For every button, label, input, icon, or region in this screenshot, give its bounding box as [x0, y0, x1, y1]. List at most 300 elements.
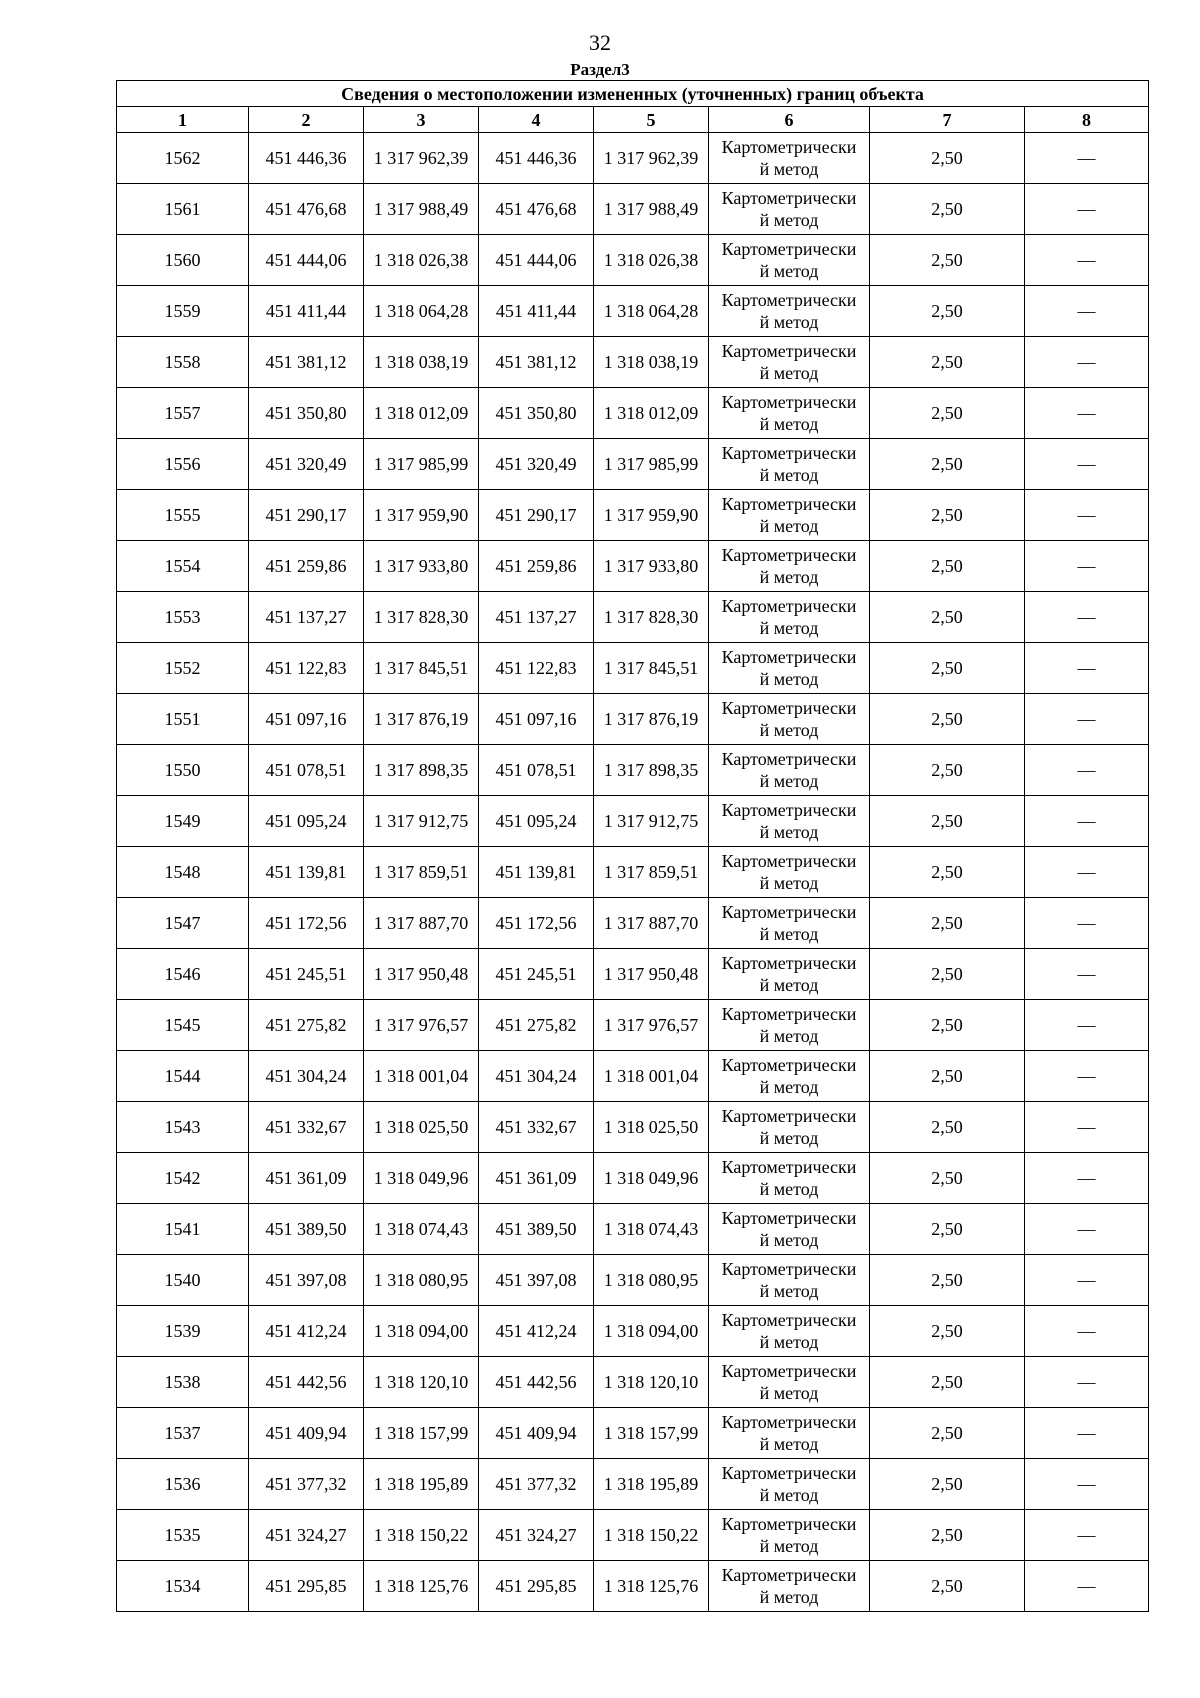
- table-row: [117, 1000, 1149, 1051]
- x-coordinate-new-cell: 451 304,24: [479, 1051, 594, 1102]
- method-line: Картометрически: [721, 341, 857, 361]
- method-line: й метод: [759, 720, 819, 740]
- y-coordinate-cell: 1 318 094,00: [364, 1306, 479, 1357]
- y-coordinate-cell: 1 318 064,28: [364, 286, 479, 337]
- point-number-cell: 1549: [117, 796, 249, 847]
- table-row: [117, 1255, 1149, 1306]
- description-cell: —: [1025, 490, 1149, 541]
- description-cell: —: [1025, 1561, 1149, 1612]
- method-line: й метод: [759, 1179, 819, 1199]
- description-cell: —: [1025, 1459, 1149, 1510]
- accuracy-cell: 2,50: [870, 133, 1025, 184]
- point-number-cell: 1537: [117, 1408, 249, 1459]
- method-line: й метод: [759, 1230, 819, 1250]
- accuracy-cell: 2,50: [870, 847, 1025, 898]
- description-cell: —: [1025, 1153, 1149, 1204]
- x-coordinate-cell: 451 245,51: [249, 949, 364, 1000]
- description-cell: —: [1025, 694, 1149, 745]
- x-coordinate-cell: 451 122,83: [249, 643, 364, 694]
- x-coordinate-new-cell: 451 172,56: [479, 898, 594, 949]
- x-coordinate-new-cell: 451 446,36: [479, 133, 594, 184]
- x-coordinate-cell: 451 442,56: [249, 1357, 364, 1408]
- y-coordinate-new-cell: 1 318 157,99: [594, 1408, 709, 1459]
- x-coordinate-new-cell: 451 411,44: [479, 286, 594, 337]
- method-cell: [709, 847, 870, 898]
- method-cell: [709, 898, 870, 949]
- x-coordinate-new-cell: 451 332,67: [479, 1102, 594, 1153]
- x-coordinate-new-cell: 451 409,94: [479, 1408, 594, 1459]
- y-coordinate-new-cell: 1 317 887,70: [594, 898, 709, 949]
- description-cell: —: [1025, 439, 1149, 490]
- point-number-cell: 1539: [117, 1306, 249, 1357]
- y-coordinate-new-cell: 1 317 876,19: [594, 694, 709, 745]
- accuracy-cell: 2,50: [870, 337, 1025, 388]
- method-cell: [709, 694, 870, 745]
- y-coordinate-cell: 1 318 025,50: [364, 1102, 479, 1153]
- description-cell: —: [1025, 286, 1149, 337]
- y-coordinate-cell: 1 317 985,99: [364, 439, 479, 490]
- method-line: й метод: [759, 261, 819, 281]
- method-line: Картометрически: [721, 1157, 857, 1177]
- accuracy-cell: 2,50: [870, 1051, 1025, 1102]
- page-number: 32: [589, 30, 611, 55]
- method-line: Картометрически: [721, 239, 857, 259]
- method-line: й метод: [759, 822, 819, 842]
- point-number-cell: 1561: [117, 184, 249, 235]
- description-cell: —: [1025, 184, 1149, 235]
- method-cell: [709, 643, 870, 694]
- coordinates-table: [116, 80, 1149, 1612]
- x-coordinate-new-cell: 451 412,24: [479, 1306, 594, 1357]
- point-number-cell: 1546: [117, 949, 249, 1000]
- method-line: Картометрически: [721, 1055, 857, 1075]
- y-coordinate-cell: 1 318 125,76: [364, 1561, 479, 1612]
- accuracy-cell: 2,50: [870, 1561, 1025, 1612]
- y-coordinate-new-cell: 1 318 120,10: [594, 1357, 709, 1408]
- method-line: й метод: [759, 567, 819, 587]
- method-line: Картометрически: [721, 1463, 857, 1483]
- method-line: Картометрически: [721, 392, 857, 412]
- method-line: Картометрически: [721, 851, 857, 871]
- description-cell: —: [1025, 541, 1149, 592]
- y-coordinate-cell: 1 317 962,39: [364, 133, 479, 184]
- method-line: й метод: [759, 1536, 819, 1556]
- accuracy-cell: 2,50: [870, 1255, 1025, 1306]
- y-coordinate-cell: 1 317 933,80: [364, 541, 479, 592]
- point-number-cell: 1548: [117, 847, 249, 898]
- point-number-cell: 1542: [117, 1153, 249, 1204]
- x-coordinate-cell: 451 476,68: [249, 184, 364, 235]
- y-coordinate-cell: 1 318 120,10: [364, 1357, 479, 1408]
- x-coordinate-new-cell: 451 290,17: [479, 490, 594, 541]
- column-number: 7: [870, 107, 1025, 133]
- table-caption: Сведения о местоположении измененных (уточненных) границ объекта: [117, 81, 1149, 107]
- accuracy-cell: 2,50: [870, 490, 1025, 541]
- y-coordinate-cell: 1 318 074,43: [364, 1204, 479, 1255]
- y-coordinate-cell: 1 317 876,19: [364, 694, 479, 745]
- description-cell: —: [1025, 847, 1149, 898]
- y-coordinate-new-cell: 1 318 125,76: [594, 1561, 709, 1612]
- x-coordinate-new-cell: 451 361,09: [479, 1153, 594, 1204]
- y-coordinate-new-cell: 1 318 026,38: [594, 235, 709, 286]
- x-coordinate-new-cell: 451 245,51: [479, 949, 594, 1000]
- point-number-cell: 1536: [117, 1459, 249, 1510]
- method-cell: [709, 439, 870, 490]
- description-cell: —: [1025, 1408, 1149, 1459]
- x-coordinate-new-cell: 451 476,68: [479, 184, 594, 235]
- x-coordinate-new-cell: 451 442,56: [479, 1357, 594, 1408]
- method-line: Картометрически: [721, 443, 857, 463]
- method-line: й метод: [759, 1281, 819, 1301]
- x-coordinate-cell: 451 259,86: [249, 541, 364, 592]
- table-body: [117, 133, 1149, 1612]
- method-line: й метод: [759, 210, 819, 230]
- method-cell: [709, 1510, 870, 1561]
- description-cell: —: [1025, 949, 1149, 1000]
- y-coordinate-cell: 1 317 959,90: [364, 490, 479, 541]
- table-row: [117, 1153, 1149, 1204]
- x-coordinate-cell: 451 324,27: [249, 1510, 364, 1561]
- table-row: [117, 1102, 1149, 1153]
- x-coordinate-cell: 451 332,67: [249, 1102, 364, 1153]
- y-coordinate-new-cell: 1 317 962,39: [594, 133, 709, 184]
- x-coordinate-new-cell: 451 320,49: [479, 439, 594, 490]
- table-row: [117, 184, 1149, 235]
- method-line: Картометрически: [721, 1259, 857, 1279]
- y-coordinate-new-cell: 1 317 959,90: [594, 490, 709, 541]
- accuracy-cell: 2,50: [870, 1510, 1025, 1561]
- y-coordinate-new-cell: 1 317 988,49: [594, 184, 709, 235]
- description-cell: —: [1025, 1051, 1149, 1102]
- column-number: 8: [1025, 107, 1149, 133]
- method-line: й метод: [759, 312, 819, 332]
- description-cell: —: [1025, 796, 1149, 847]
- y-coordinate-new-cell: 1 317 933,80: [594, 541, 709, 592]
- column-number: 2: [249, 107, 364, 133]
- method-cell: [709, 1459, 870, 1510]
- table-row: [117, 1561, 1149, 1612]
- method-line: й метод: [759, 465, 819, 485]
- x-coordinate-cell: 451 377,32: [249, 1459, 364, 1510]
- x-coordinate-new-cell: 451 295,85: [479, 1561, 594, 1612]
- x-coordinate-new-cell: 451 444,06: [479, 235, 594, 286]
- x-coordinate-cell: 451 295,85: [249, 1561, 364, 1612]
- method-cell: [709, 592, 870, 643]
- x-coordinate-cell: 451 397,08: [249, 1255, 364, 1306]
- y-coordinate-cell: 1 318 049,96: [364, 1153, 479, 1204]
- point-number-cell: 1545: [117, 1000, 249, 1051]
- point-number-cell: 1553: [117, 592, 249, 643]
- table-row: [117, 1408, 1149, 1459]
- method-cell: [709, 1408, 870, 1459]
- description-cell: —: [1025, 133, 1149, 184]
- x-coordinate-cell: 451 137,27: [249, 592, 364, 643]
- method-line: й метод: [759, 873, 819, 893]
- method-line: Картометрически: [721, 1361, 857, 1381]
- method-line: й метод: [759, 1026, 819, 1046]
- column-number: 6: [709, 107, 870, 133]
- accuracy-cell: 2,50: [870, 184, 1025, 235]
- method-line: Картометрически: [721, 749, 857, 769]
- description-cell: —: [1025, 1102, 1149, 1153]
- method-line: Картометрически: [721, 1106, 857, 1126]
- description-cell: —: [1025, 1306, 1149, 1357]
- x-coordinate-cell: 451 412,24: [249, 1306, 364, 1357]
- method-cell: [709, 1561, 870, 1612]
- method-cell: [709, 235, 870, 286]
- point-number-cell: 1538: [117, 1357, 249, 1408]
- x-coordinate-cell: 451 320,49: [249, 439, 364, 490]
- point-number-cell: 1554: [117, 541, 249, 592]
- x-coordinate-cell: 451 290,17: [249, 490, 364, 541]
- x-coordinate-cell: 451 361,09: [249, 1153, 364, 1204]
- x-coordinate-new-cell: 451 275,82: [479, 1000, 594, 1051]
- x-coordinate-cell: 451 389,50: [249, 1204, 364, 1255]
- x-coordinate-cell: 451 444,06: [249, 235, 364, 286]
- y-coordinate-new-cell: 1 317 976,57: [594, 1000, 709, 1051]
- accuracy-cell: 2,50: [870, 1102, 1025, 1153]
- x-coordinate-cell: 451 078,51: [249, 745, 364, 796]
- section-title: Раздел3: [570, 60, 630, 79]
- accuracy-cell: 2,50: [870, 439, 1025, 490]
- point-number-cell: 1543: [117, 1102, 249, 1153]
- method-line: Картометрически: [721, 1565, 857, 1585]
- point-number-cell: 1557: [117, 388, 249, 439]
- method-line: Картометрически: [721, 1208, 857, 1228]
- method-cell: [709, 337, 870, 388]
- method-line: й метод: [759, 363, 819, 383]
- method-cell: [709, 1204, 870, 1255]
- method-line: Картометрически: [721, 494, 857, 514]
- method-cell: [709, 1357, 870, 1408]
- y-coordinate-cell: 1 318 157,99: [364, 1408, 479, 1459]
- x-coordinate-cell: 451 097,16: [249, 694, 364, 745]
- accuracy-cell: 2,50: [870, 1306, 1025, 1357]
- method-line: й метод: [759, 1485, 819, 1505]
- x-coordinate-new-cell: 451 397,08: [479, 1255, 594, 1306]
- y-coordinate-new-cell: 1 318 038,19: [594, 337, 709, 388]
- x-coordinate-new-cell: 451 122,83: [479, 643, 594, 694]
- x-coordinate-cell: 451 172,56: [249, 898, 364, 949]
- point-number-cell: 1555: [117, 490, 249, 541]
- y-coordinate-new-cell: 1 317 828,30: [594, 592, 709, 643]
- method-line: Картометрически: [721, 545, 857, 565]
- method-line: й метод: [759, 1332, 819, 1352]
- description-cell: —: [1025, 235, 1149, 286]
- method-line: й метод: [759, 1077, 819, 1097]
- method-cell: [709, 133, 870, 184]
- y-coordinate-cell: 1 318 080,95: [364, 1255, 479, 1306]
- accuracy-cell: 2,50: [870, 1204, 1025, 1255]
- method-line: Картометрически: [721, 1310, 857, 1330]
- y-coordinate-cell: 1 317 950,48: [364, 949, 479, 1000]
- description-cell: —: [1025, 388, 1149, 439]
- y-coordinate-new-cell: 1 318 064,28: [594, 286, 709, 337]
- accuracy-cell: 2,50: [870, 235, 1025, 286]
- description-cell: —: [1025, 1357, 1149, 1408]
- table-row: [117, 694, 1149, 745]
- point-number-cell: 1540: [117, 1255, 249, 1306]
- method-line: й метод: [759, 669, 819, 689]
- point-number-cell: 1556: [117, 439, 249, 490]
- x-coordinate-cell: 451 095,24: [249, 796, 364, 847]
- method-line: Картометрически: [721, 953, 857, 973]
- column-number: 5: [594, 107, 709, 133]
- y-coordinate-cell: 1 317 828,30: [364, 592, 479, 643]
- column-number: 3: [364, 107, 479, 133]
- table-row: [117, 235, 1149, 286]
- method-line: Картометрически: [721, 1514, 857, 1534]
- method-line: й метод: [759, 414, 819, 434]
- table-row: [117, 1306, 1149, 1357]
- point-number-cell: 1559: [117, 286, 249, 337]
- method-line: Картометрически: [721, 1412, 857, 1432]
- point-number-cell: 1547: [117, 898, 249, 949]
- point-number-cell: 1535: [117, 1510, 249, 1561]
- x-coordinate-new-cell: 451 381,12: [479, 337, 594, 388]
- x-coordinate-cell: 451 275,82: [249, 1000, 364, 1051]
- y-coordinate-new-cell: 1 317 845,51: [594, 643, 709, 694]
- description-cell: —: [1025, 1510, 1149, 1561]
- x-coordinate-new-cell: 451 137,27: [479, 592, 594, 643]
- y-coordinate-cell: 1 317 988,49: [364, 184, 479, 235]
- accuracy-cell: 2,50: [870, 643, 1025, 694]
- table-row: [117, 1459, 1149, 1510]
- x-coordinate-cell: 451 446,36: [249, 133, 364, 184]
- method-cell: [709, 796, 870, 847]
- y-coordinate-new-cell: 1 317 859,51: [594, 847, 709, 898]
- method-line: Картометрически: [721, 1004, 857, 1024]
- y-coordinate-new-cell: 1 318 012,09: [594, 388, 709, 439]
- method-line: й метод: [759, 618, 819, 638]
- method-cell: [709, 184, 870, 235]
- y-coordinate-new-cell: 1 317 898,35: [594, 745, 709, 796]
- accuracy-cell: 2,50: [870, 286, 1025, 337]
- description-cell: —: [1025, 337, 1149, 388]
- method-cell: [709, 490, 870, 541]
- method-line: й метод: [759, 1383, 819, 1403]
- x-coordinate-new-cell: 451 389,50: [479, 1204, 594, 1255]
- y-coordinate-new-cell: 1 318 025,50: [594, 1102, 709, 1153]
- method-cell: [709, 388, 870, 439]
- table-row: [117, 286, 1149, 337]
- method-line: Картометрически: [721, 596, 857, 616]
- y-coordinate-cell: 1 317 859,51: [364, 847, 479, 898]
- x-coordinate-new-cell: 451 377,32: [479, 1459, 594, 1510]
- y-coordinate-cell: 1 317 898,35: [364, 745, 479, 796]
- accuracy-cell: 2,50: [870, 1357, 1025, 1408]
- column-number: 1: [117, 107, 249, 133]
- point-number-cell: 1551: [117, 694, 249, 745]
- table-row: [117, 337, 1149, 388]
- method-line: й метод: [759, 159, 819, 179]
- table-row: [117, 1357, 1149, 1408]
- accuracy-cell: 2,50: [870, 898, 1025, 949]
- accuracy-cell: 2,50: [870, 796, 1025, 847]
- method-line: Картометрически: [721, 800, 857, 820]
- y-coordinate-cell: 1 318 150,22: [364, 1510, 479, 1561]
- accuracy-cell: 2,50: [870, 1459, 1025, 1510]
- y-coordinate-new-cell: 1 318 049,96: [594, 1153, 709, 1204]
- x-coordinate-cell: 451 409,94: [249, 1408, 364, 1459]
- y-coordinate-new-cell: 1 318 094,00: [594, 1306, 709, 1357]
- description-cell: —: [1025, 898, 1149, 949]
- method-line: Картометрически: [721, 698, 857, 718]
- method-cell: [709, 1153, 870, 1204]
- point-number-cell: 1560: [117, 235, 249, 286]
- x-coordinate-new-cell: 451 097,16: [479, 694, 594, 745]
- point-number-cell: 1544: [117, 1051, 249, 1102]
- x-coordinate-new-cell: 451 324,27: [479, 1510, 594, 1561]
- description-cell: —: [1025, 643, 1149, 694]
- x-coordinate-cell: 451 139,81: [249, 847, 364, 898]
- accuracy-cell: 2,50: [870, 1408, 1025, 1459]
- table-row: [117, 1510, 1149, 1561]
- table-row: [117, 541, 1149, 592]
- table-row: [117, 490, 1149, 541]
- method-line: Картометрически: [721, 188, 857, 208]
- method-line: й метод: [759, 516, 819, 536]
- column-number-row: [117, 107, 1149, 133]
- method-line: Картометрически: [721, 137, 857, 157]
- description-cell: —: [1025, 745, 1149, 796]
- table-row: [117, 439, 1149, 490]
- accuracy-cell: 2,50: [870, 1000, 1025, 1051]
- description-cell: —: [1025, 1204, 1149, 1255]
- x-coordinate-new-cell: 451 095,24: [479, 796, 594, 847]
- y-coordinate-cell: 1 317 887,70: [364, 898, 479, 949]
- y-coordinate-cell: 1 318 038,19: [364, 337, 479, 388]
- table-row: [117, 898, 1149, 949]
- table-row: [117, 847, 1149, 898]
- point-number-cell: 1562: [117, 133, 249, 184]
- table-row: [117, 745, 1149, 796]
- y-coordinate-new-cell: 1 317 950,48: [594, 949, 709, 1000]
- y-coordinate-cell: 1 317 976,57: [364, 1000, 479, 1051]
- y-coordinate-new-cell: 1 318 150,22: [594, 1510, 709, 1561]
- x-coordinate-cell: 451 304,24: [249, 1051, 364, 1102]
- table-row: [117, 949, 1149, 1000]
- y-coordinate-cell: 1 318 012,09: [364, 388, 479, 439]
- y-coordinate-cell: 1 318 195,89: [364, 1459, 479, 1510]
- accuracy-cell: 2,50: [870, 1153, 1025, 1204]
- y-coordinate-new-cell: 1 318 080,95: [594, 1255, 709, 1306]
- point-number-cell: 1541: [117, 1204, 249, 1255]
- method-cell: [709, 1051, 870, 1102]
- method-line: й метод: [759, 1587, 819, 1607]
- point-number-cell: 1552: [117, 643, 249, 694]
- column-number: 4: [479, 107, 594, 133]
- y-coordinate-cell: 1 318 001,04: [364, 1051, 479, 1102]
- y-coordinate-cell: 1 317 845,51: [364, 643, 479, 694]
- table-row: [117, 1051, 1149, 1102]
- x-coordinate-new-cell: 451 259,86: [479, 541, 594, 592]
- y-coordinate-new-cell: 1 318 195,89: [594, 1459, 709, 1510]
- table-row: [117, 1204, 1149, 1255]
- method-cell: [709, 1102, 870, 1153]
- table-row: [117, 133, 1149, 184]
- point-number-cell: 1534: [117, 1561, 249, 1612]
- table-row: [117, 796, 1149, 847]
- y-coordinate-new-cell: 1 317 985,99: [594, 439, 709, 490]
- method-line: Картометрически: [721, 902, 857, 922]
- accuracy-cell: 2,50: [870, 949, 1025, 1000]
- x-coordinate-cell: 451 381,12: [249, 337, 364, 388]
- method-cell: [709, 1000, 870, 1051]
- accuracy-cell: 2,50: [870, 592, 1025, 643]
- method-cell: [709, 1255, 870, 1306]
- x-coordinate-new-cell: 451 139,81: [479, 847, 594, 898]
